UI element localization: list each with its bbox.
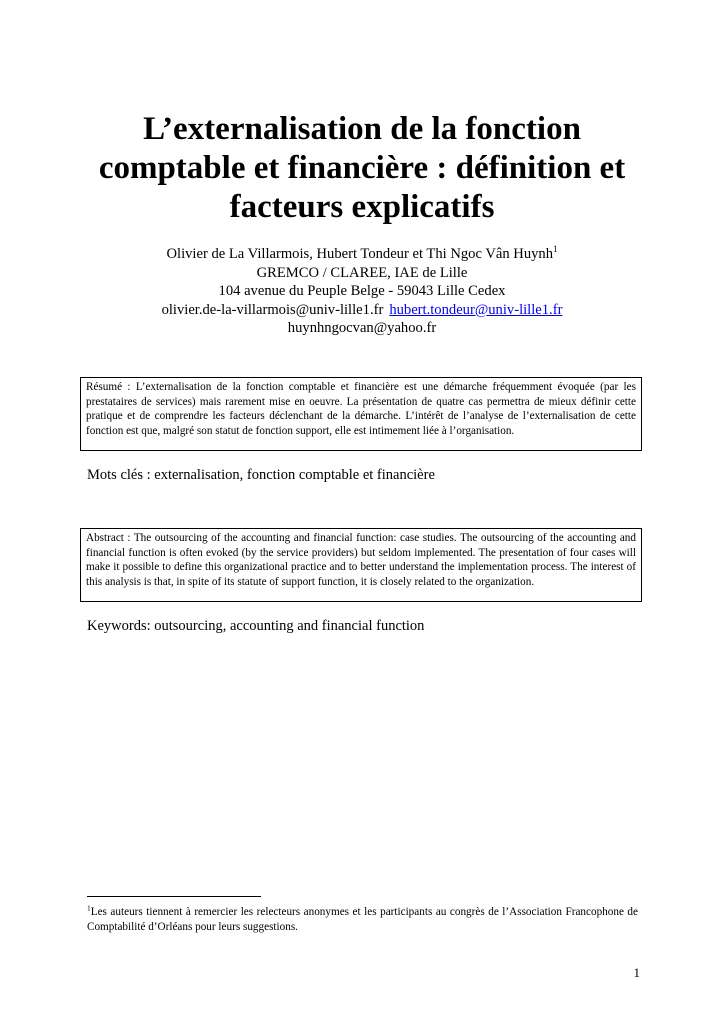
- email-line: [150, 301, 574, 320]
- title-line-1: L’externalisation de la fonction: [143, 111, 581, 147]
- title-line-3: facteurs explicatifs: [229, 189, 495, 225]
- title-line-2: comptable et financière : définition et: [98, 150, 626, 186]
- footnote-separator: [87, 896, 261, 897]
- abstract-box: [80, 528, 642, 602]
- email-tondeur-link[interactable]: hubert.tondeur@univ-lille1.fr: [389, 301, 563, 318]
- page-number: 1: [633, 965, 640, 980]
- address: 104 avenue du Peuple Belge - 59043 Lille Cedex: [218, 283, 506, 299]
- abstract-text: Abstract : The outsourcing of the accounting and financial function: case studies. The outsourcing of the accounting and financial function is often evoked (by the service providers) but seldom implemented. The presentation of four cases will make it possible to define this organizational practice and to better understand the implementation process. The interest of this analysis is that, in spite of its statute of support function, it is closely related to the organization.: [86, 532, 636, 588]
- email-villarmois: olivier.de-la-villarmois@univ-lille1.fr: [161, 301, 384, 318]
- email-huynh: huynhngocvan@yahoo.fr: [287, 320, 437, 336]
- mots-cles: Mots clés : externalisation, fonction comptable et financière: [87, 467, 435, 483]
- affiliation: GREMCO / CLAREE, IAE de Lille: [256, 264, 468, 281]
- footnote-text: Les auteurs tiennent à remercier les relecteurs anonymes et les participants au congrès de l’Association Francophone de Comptabilité d’Orléans pour leurs suggestions.: [87, 906, 638, 933]
- author-names-line: [150, 245, 574, 264]
- footnote: [87, 905, 638, 935]
- author-footnote-marker[interactable]: 1: [553, 244, 558, 255]
- author-block: [150, 245, 574, 338]
- footnote-marker: 1: [87, 903, 91, 913]
- resume-text: Résumé : L’externalisation de la fonction comptable et financière est une démarche fréquemment évoquée (par les prestataires de services) mais rarement mise en oeuvre. La présentation de quatre cas permettra de mieux définir cette pratique et de comprendre les facteurs déclenchant de la démarche. L’intérêt de l’analyse de l’externalisation de cette fonction est que, malgré son statut de fonction support, elle est intimement liée à l’organisation.: [86, 381, 636, 437]
- keywords: Keywords: outsourcing, accounting and financial function: [87, 618, 425, 634]
- paper-title: [60, 110, 664, 227]
- author-names: Olivier de La Villarmois, Hubert Tondeur et Thi Ngoc Vân Huynh: [166, 246, 554, 262]
- resume-box: [80, 377, 642, 451]
